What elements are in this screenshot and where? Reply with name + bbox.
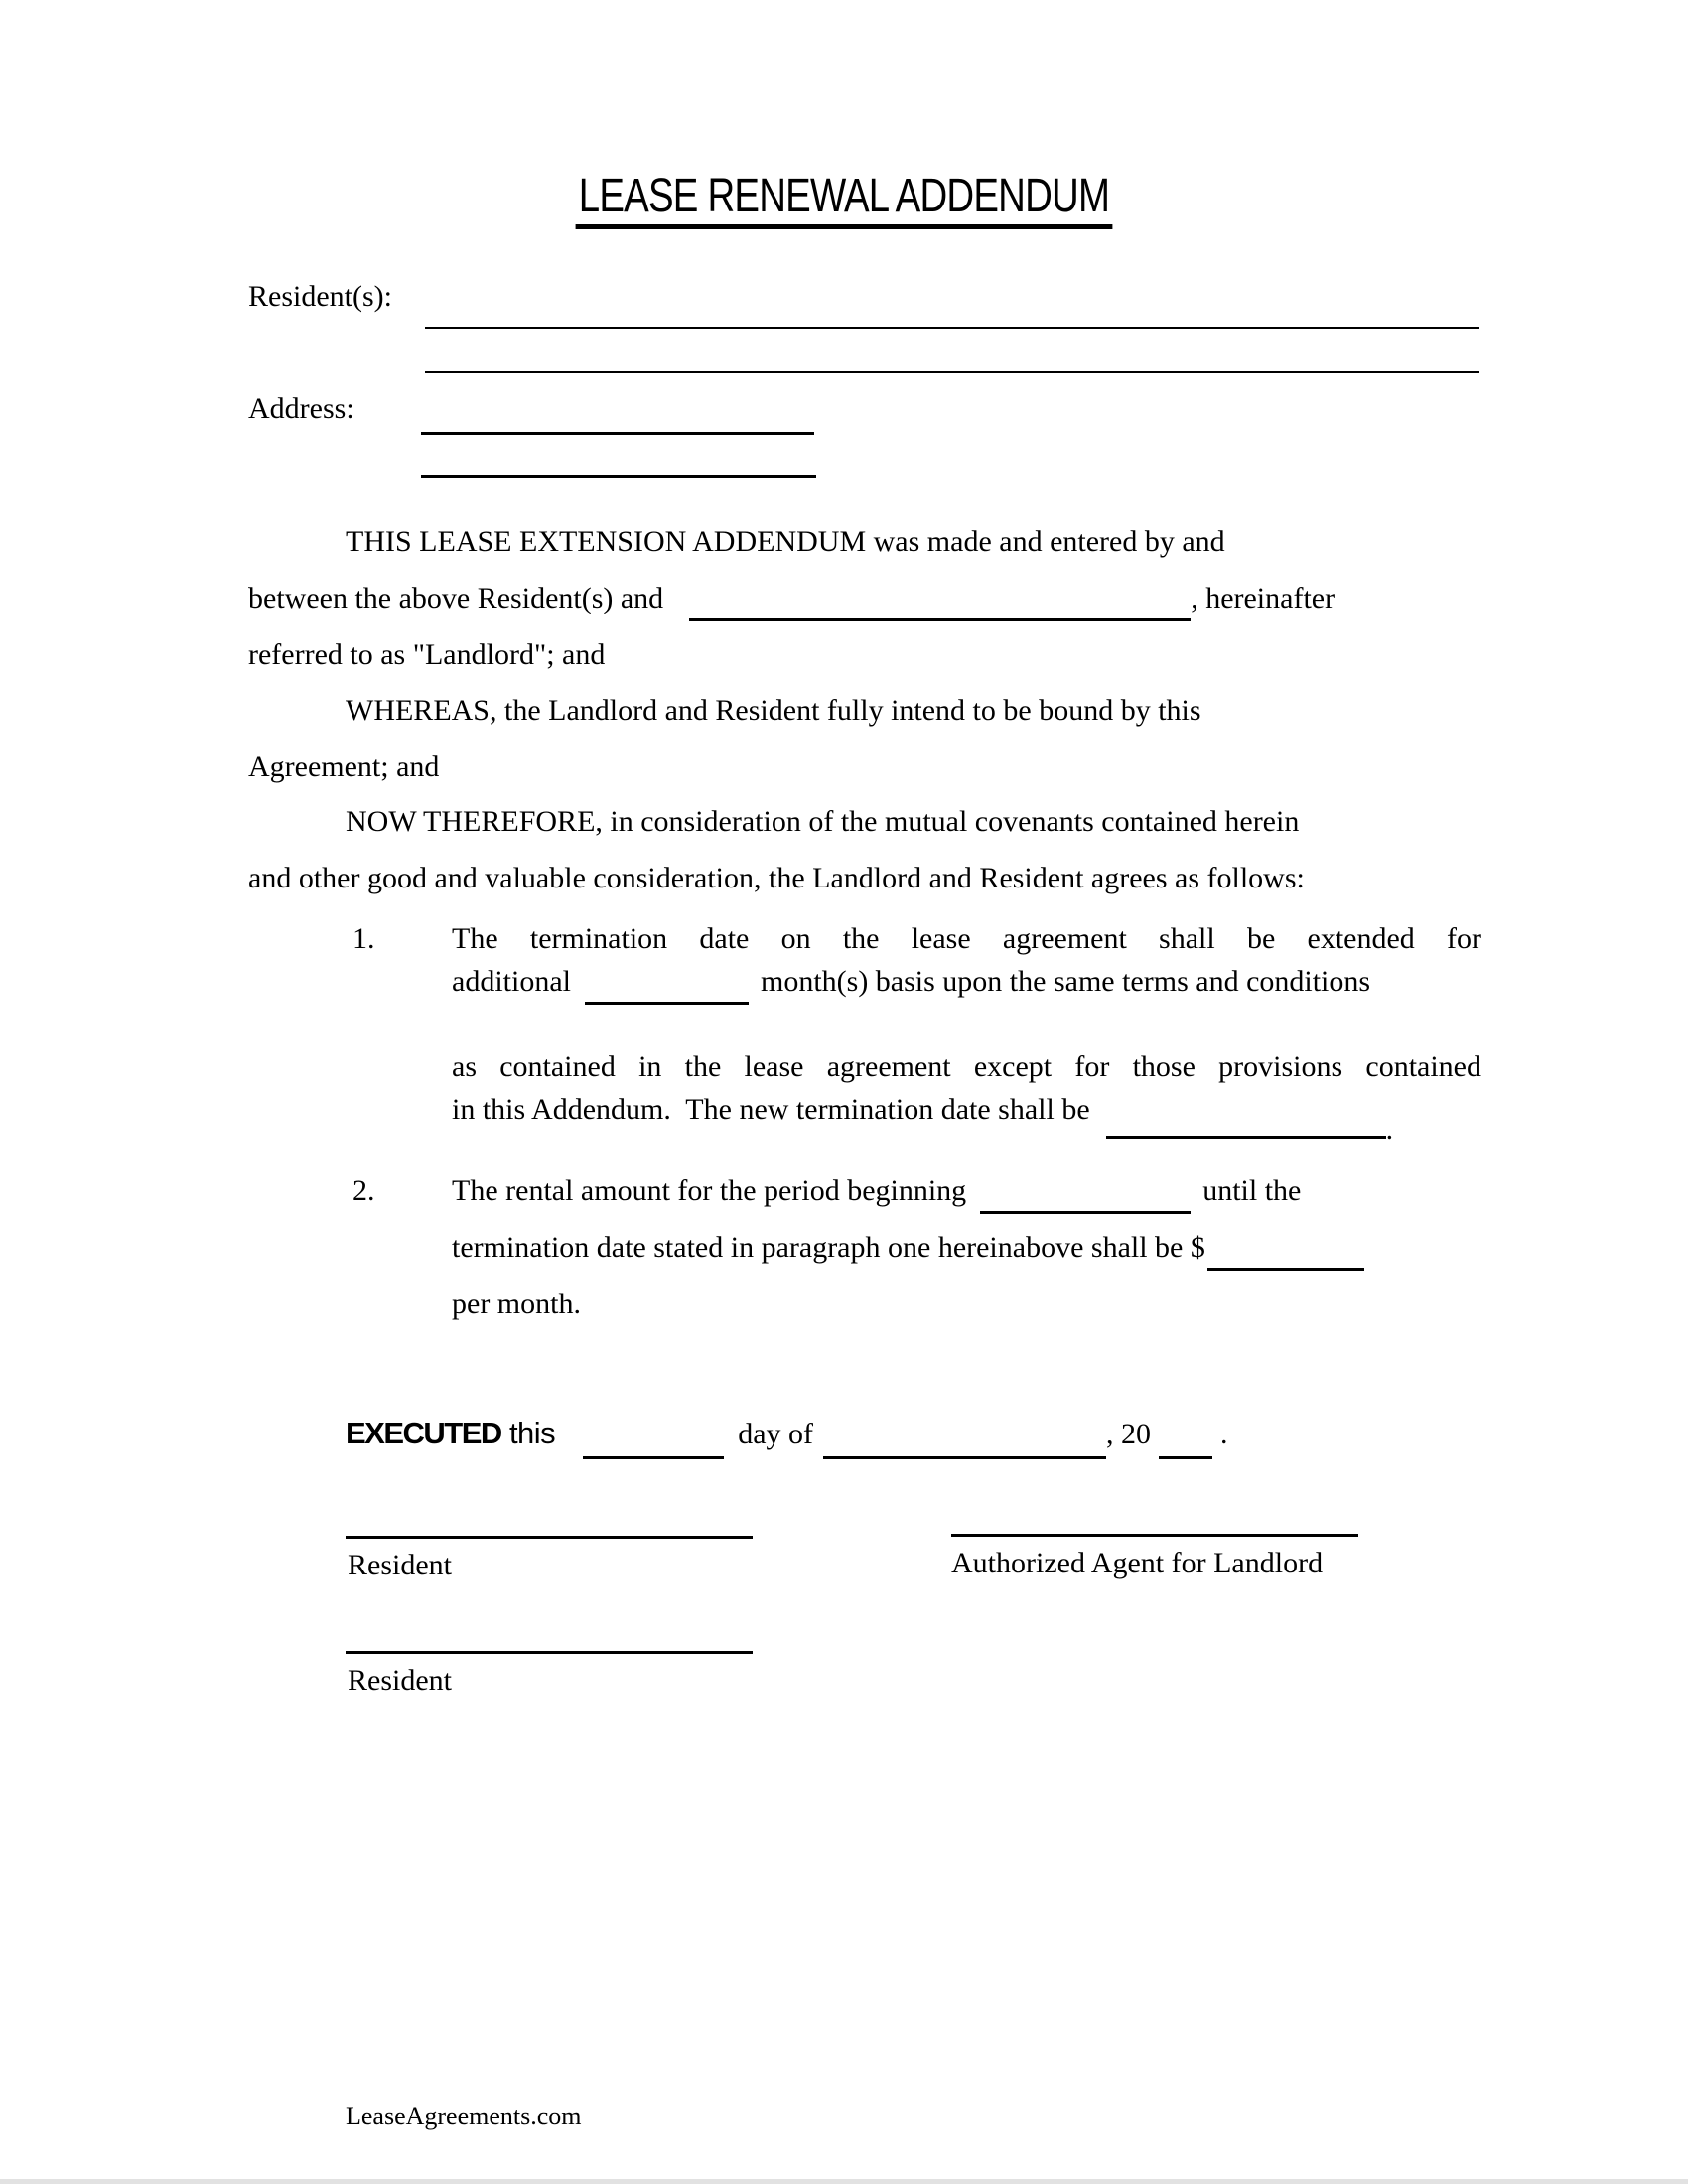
address-label: Address: (248, 392, 354, 425)
clause-1-line-4-period: . (1385, 1113, 1394, 1146)
page-title (0, 170, 1688, 229)
clause-1-number: 1. (352, 922, 375, 955)
executed-period: . (1220, 1418, 1228, 1450)
extension-months-blank[interactable] (585, 980, 749, 1005)
executed-row (346, 1414, 1228, 1454)
residents-name-line-1[interactable] (425, 327, 1479, 329)
footer-site-name: LeaseAgreements.com (346, 2102, 582, 2130)
whereas-line-1: WHEREAS, the Landlord and Resident fully intend to be bound by this (346, 694, 1201, 727)
clause-2-line-2 (452, 1219, 1504, 1276)
page-bottom-edge (0, 2179, 1688, 2184)
clause-2-line-3: per month. (452, 1288, 581, 1320)
clause-2-body (452, 1162, 1504, 1332)
intro-line-2-text: between the above Resident(s) and (248, 582, 664, 614)
intro-line-2-suffix: , hereinafter (1191, 582, 1336, 614)
residents-label: Resident(s): (248, 280, 392, 313)
clause-1-spacer (452, 1003, 1481, 1045)
clause-1-line-2 (452, 960, 1481, 1003)
clause-2-line-1-text: The rental amount for the period beginning (452, 1174, 967, 1207)
therefore-line-1: NOW THEREFORE, in consideration of the mutual covenants contained herein (346, 805, 1300, 838)
resident-signature-line-1[interactable] (346, 1536, 753, 1539)
resident-signature-line-2[interactable] (346, 1651, 753, 1654)
executed-day-blank[interactable] (583, 1434, 724, 1459)
address-line-1[interactable] (421, 432, 814, 435)
clause-1-line-2-suffix: month(s) basis upon the same terms and conditions (760, 965, 1371, 998)
intro-line-3: referred to as "Landlord"; and (248, 638, 606, 671)
resident-signature-label-2: Resident (348, 1664, 452, 1697)
executed-day-of: day of (738, 1418, 813, 1450)
clause-2-line-1 (452, 1162, 1504, 1219)
clause-2 (352, 1162, 1504, 1332)
therefore-line-2: and other good and valuable consideration, the Landlord and Resident agrees as follows: (248, 862, 1305, 894)
clause-1-line-4-text: in this Addendum. The new termination date shall be (452, 1093, 1090, 1126)
clause-2-number: 2. (352, 1174, 375, 1207)
executed-this: this (508, 1416, 556, 1450)
executed-month-blank[interactable] (823, 1434, 1106, 1459)
clause-2-line-1-suffix: until the (1202, 1174, 1302, 1207)
executed-this-word (501, 1416, 509, 1450)
landlord-name-blank[interactable] (689, 597, 1191, 621)
intro-line-2 (248, 570, 1484, 626)
intro-paragraph (248, 513, 1484, 683)
intro-line-1: THIS LEASE EXTENSION ADDENDUM was made and entered by and (346, 525, 1225, 558)
rental-amount-blank[interactable] (1207, 1246, 1364, 1271)
clause-1-line-2-text: additional (452, 965, 571, 998)
clause-1-line-1: The termination date on the lease agreement shall be extended for (452, 922, 1481, 955)
clause-2-line-2-text: termination date stated in paragraph one hereinabove shall be $ (452, 1231, 1205, 1264)
executed-year-blank[interactable] (1159, 1434, 1212, 1459)
new-termination-date-blank[interactable] (1106, 1114, 1386, 1139)
resident-signature-label-1: Resident (348, 1549, 452, 1581)
executed-word: EXECUTED (346, 1416, 501, 1450)
clause-1 (352, 917, 1481, 1146)
therefore-paragraph (248, 793, 1484, 906)
whereas-paragraph (248, 682, 1484, 795)
agent-signature-line[interactable] (951, 1534, 1358, 1537)
clause-1-body (452, 917, 1481, 1146)
residents-name-line-2[interactable] (425, 371, 1479, 373)
whereas-line-2: Agreement; and (248, 751, 440, 783)
agent-signature-label: Authorized Agent for Landlord (951, 1547, 1324, 1579)
clause-1-line-4 (452, 1088, 1481, 1146)
page-title-text: LEASE RENEWAL ADDENDUM (576, 173, 1113, 229)
clause-1-line-3: as contained in the lease agreement except for those provisions contained (452, 1050, 1481, 1083)
address-line-2[interactable] (421, 475, 816, 478)
period-beginning-blank[interactable] (980, 1189, 1191, 1214)
executed-year-prefix: , 20 (1106, 1418, 1151, 1450)
